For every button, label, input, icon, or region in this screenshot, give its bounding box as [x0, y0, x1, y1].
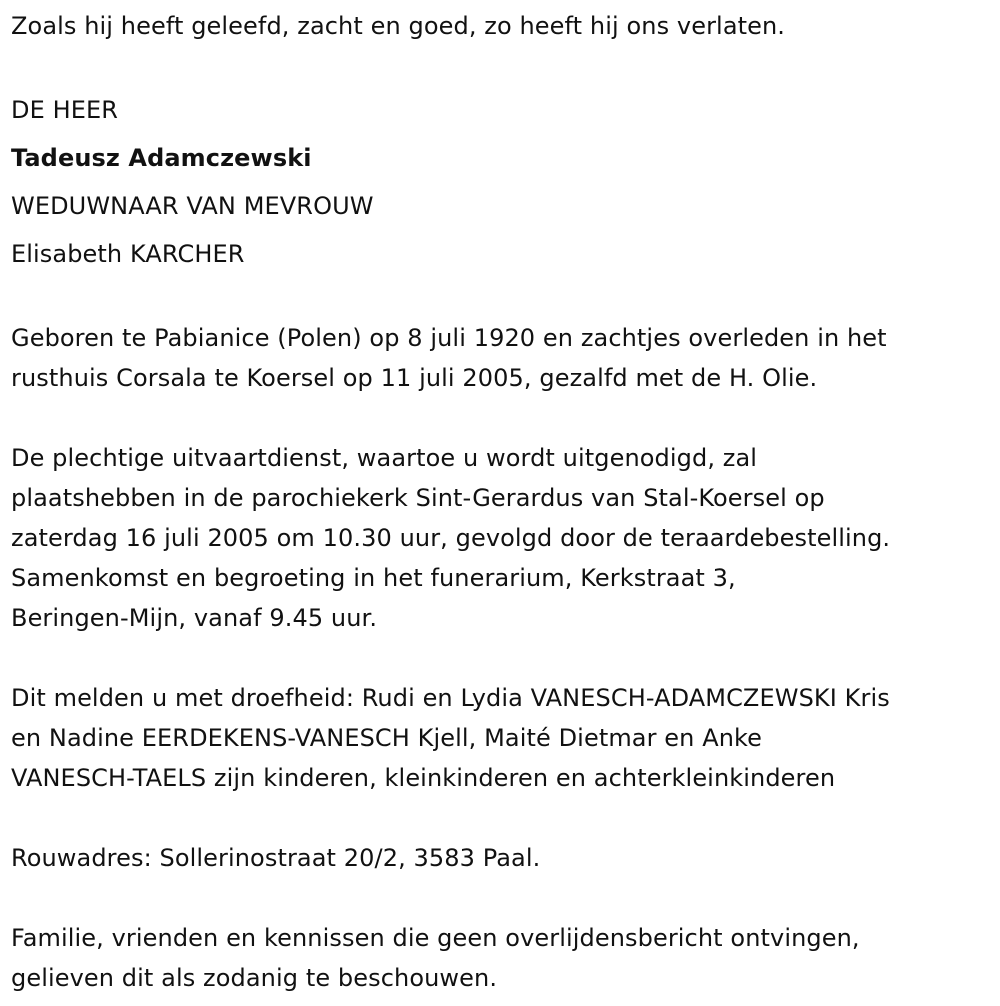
spacer	[11, 638, 1000, 678]
family-line: en Nadine EERDEKENS-VANESCH Kjell, Maité Dietmar en Anke	[11, 724, 763, 752]
spacer	[11, 798, 1000, 838]
deceased-title: DE HEER	[11, 96, 119, 124]
opening-quote	[11, 6, 1000, 46]
birth-death-line: rusthuis Corsala te Koersel op 11 juli 2005, gezalfd met de H. Olie.	[11, 364, 818, 392]
address-paragraph	[11, 838, 1000, 878]
funeral-line: zaterdag 16 juli 2005 om 10.30 uur, gevolgd door de teraardebestelling.	[11, 524, 891, 552]
closing-line: Familie, vrienden en kennissen die geen overlijdensbericht ontvingen,	[11, 924, 860, 952]
spacer	[11, 278, 1000, 318]
family-paragraph	[11, 678, 1000, 798]
quote-line: Zoals hij heeft geleefd, zacht en goed, zo heeft hij ons verlaten.	[11, 12, 786, 40]
deceased-block	[11, 86, 1000, 278]
spacer	[11, 878, 1000, 918]
closing-line: gelieven dit als zodanig te beschouwen.	[11, 964, 498, 992]
funeral-line: Beringen-Mijn, vanaf 9.45 uur.	[11, 604, 378, 632]
funeral-line: Samenkomst en begroeting in het funerarium, Kerkstraat 3,	[11, 564, 736, 592]
funeral-line: plaatshebben in de parochiekerk Sint-Gerardus van Stal-Koersel op	[11, 484, 825, 512]
family-line: Dit melden u met droefheid: Rudi en Lydia VANESCH-ADAMCZEWSKI Kris	[11, 684, 890, 712]
address-line: Rouwadres: Sollerinostraat 20/2, 3583 Paal.	[11, 844, 541, 872]
spacer	[11, 398, 1000, 438]
deceased-name: Tadeusz Adamczewski	[11, 144, 312, 172]
deceased-relation: WEDUWNAAR VAN MEVROUW	[11, 192, 374, 220]
closing-paragraph	[11, 918, 1000, 998]
funeral-paragraph	[11, 438, 1000, 638]
spacer	[11, 46, 1000, 86]
funeral-line: De plechtige uitvaartdienst, waartoe u wordt uitgenodigd, zal	[11, 444, 758, 472]
family-line: VANESCH-TAELS zijn kinderen, kleinkinderen en achterkleinkinderen	[11, 764, 836, 792]
birth-death-paragraph	[11, 318, 1000, 398]
spouse-name: Elisabeth KARCHER	[11, 240, 245, 268]
birth-death-line: Geboren te Pabianice (Polen) op 8 juli 1920 en zachtjes overleden in het	[11, 324, 887, 352]
